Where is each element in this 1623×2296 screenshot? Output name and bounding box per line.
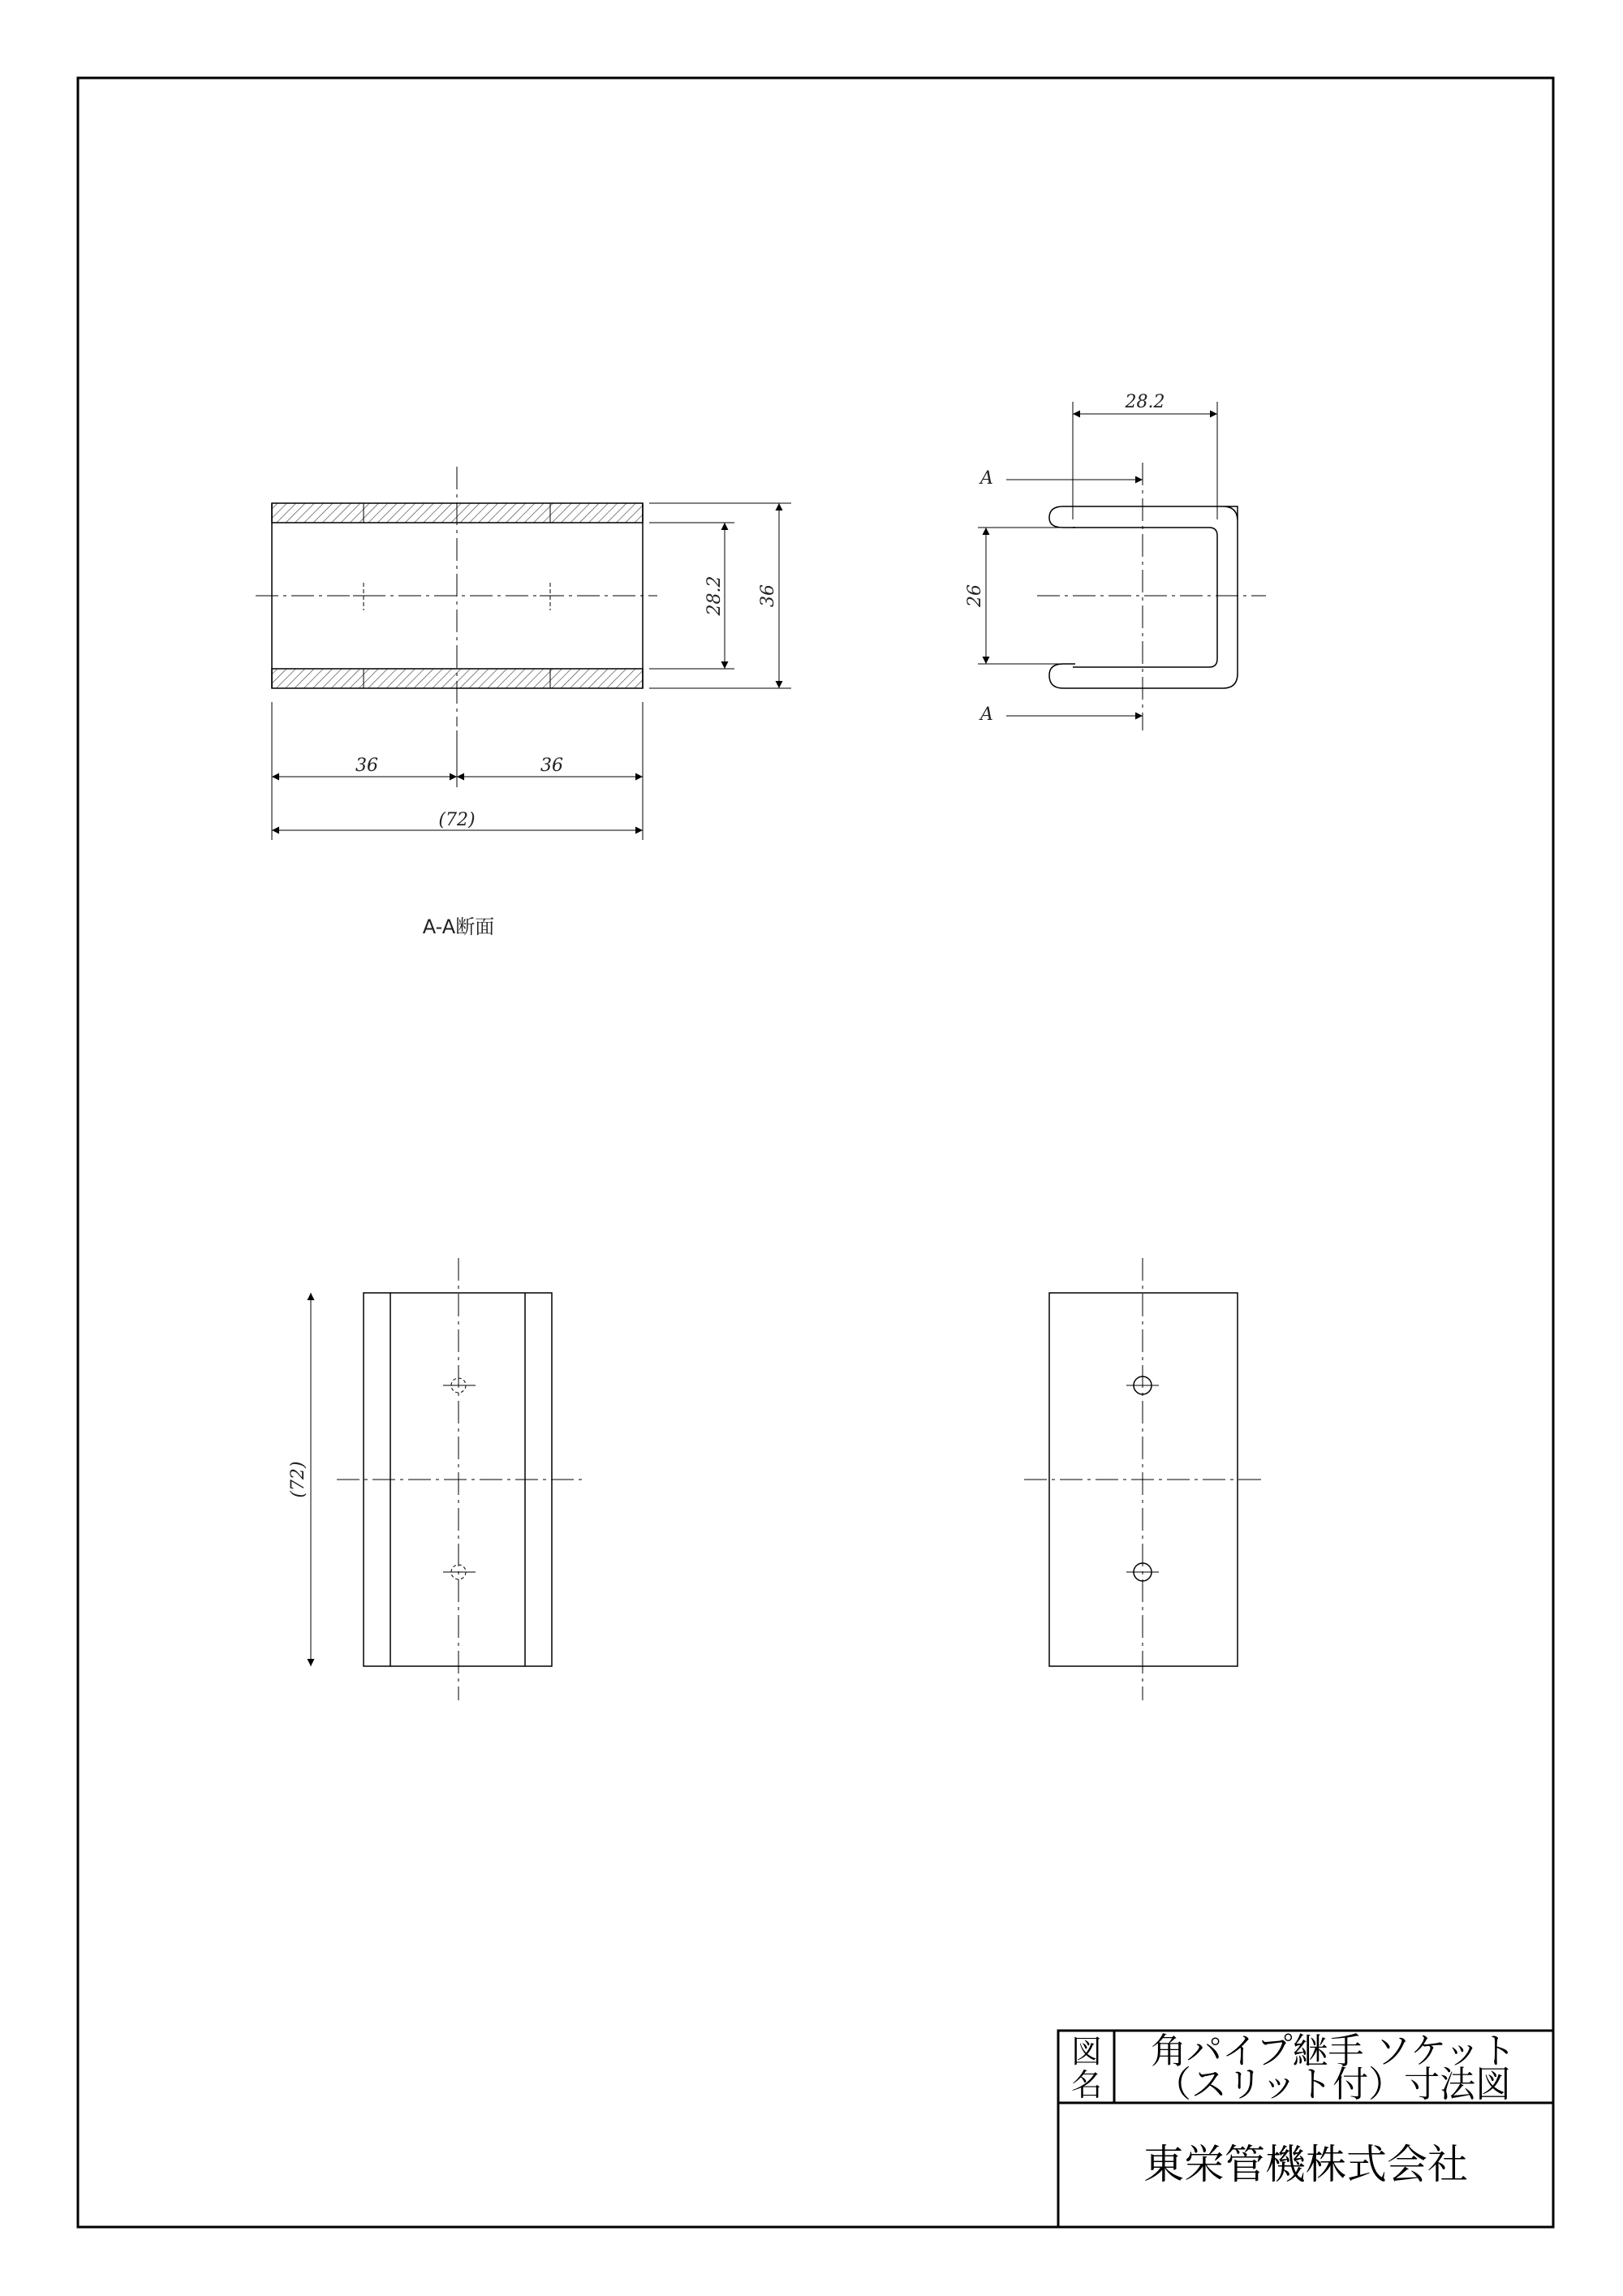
drawing-title-line-1: 角パイプ継手 ソケット: [1150, 2031, 1517, 2072]
end-view: [978, 402, 1266, 730]
dim-front-length: (72): [288, 1461, 308, 1498]
drawing-title-line-2: （スリット付）寸法図: [1155, 2064, 1512, 2105]
dim-outer-height: 36: [758, 584, 778, 607]
side-view: [1024, 1258, 1264, 1700]
section-view: [256, 467, 791, 840]
dim-slit-opening: 26: [965, 584, 985, 607]
title-name-label-1: 図: [1070, 2034, 1103, 2070]
dim-left-half: 36: [355, 756, 378, 776]
c-profile-inner: [1073, 528, 1217, 667]
dim-right-half: 36: [540, 756, 563, 776]
dim-inner-height: 28.2: [704, 575, 725, 616]
dim-end-inner-width: 28.2: [1125, 392, 1165, 412]
front-view: [311, 1258, 583, 1700]
dim-total-length: (72): [438, 810, 476, 830]
title-name-label-2: 名: [1070, 2067, 1103, 2103]
sheet-border: [78, 78, 1553, 2227]
section-arrow-label-bottom: A: [980, 704, 993, 725]
c-profile-outer: [1049, 506, 1238, 688]
company-name: 東栄管機株式会社: [1143, 2141, 1468, 2188]
section-label: A-A断面: [422, 915, 495, 938]
section-arrow-label-top: A: [980, 468, 993, 489]
